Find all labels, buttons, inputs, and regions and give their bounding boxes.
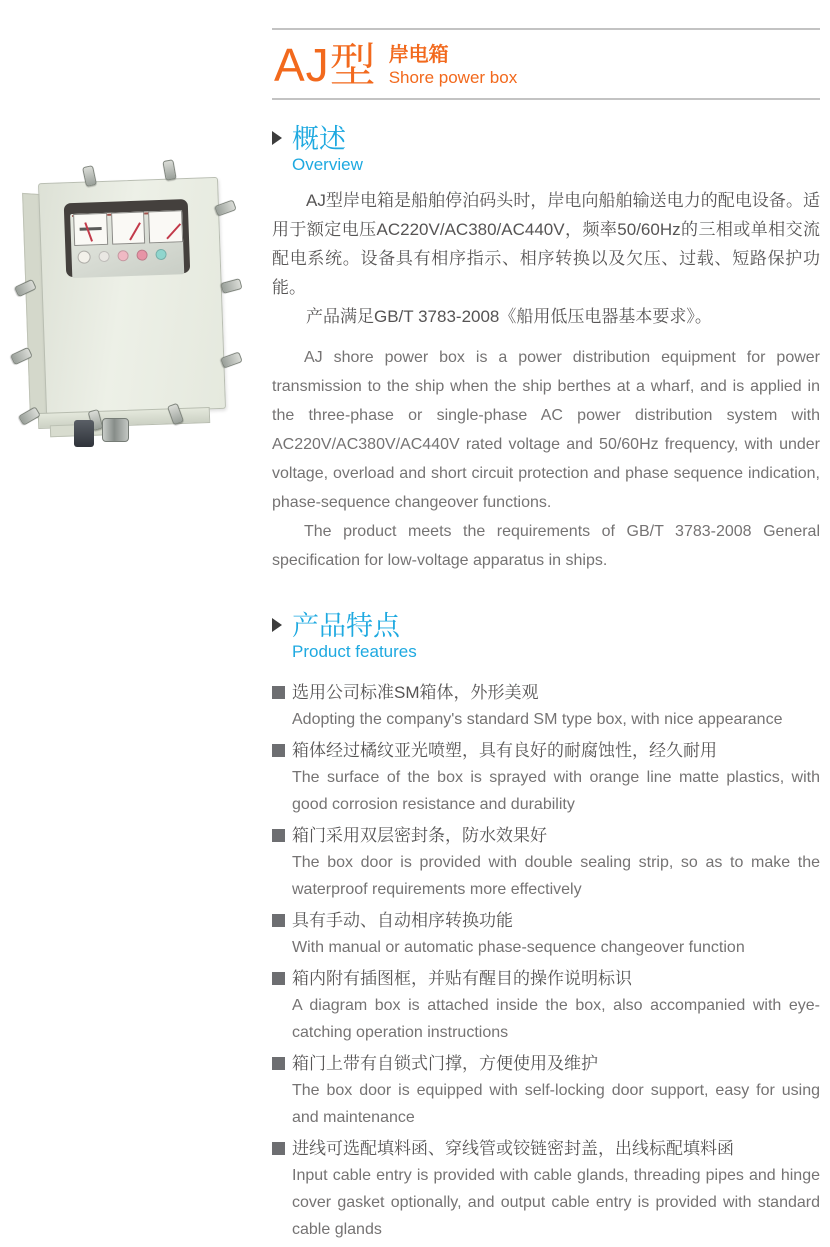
page-title: [272, 30, 820, 98]
feature-description-en: A diagram box is attached inside the box, also accompanied with eye-catching operation instructions: [292, 997, 820, 1041]
feature-title-cn: 箱门采用双层密封条，防水效果好: [292, 826, 547, 845]
title-divider: [272, 98, 820, 100]
product-photo: [12, 158, 262, 458]
product-name-en: Shore power box: [388, 67, 518, 87]
overview-heading-en: Overview: [292, 155, 363, 174]
meter-needle: [129, 222, 141, 240]
indicator-light: [77, 250, 90, 263]
meter-window: [64, 199, 191, 277]
feature-title-cn: 选用公司标准SM箱体，外形美观: [292, 683, 539, 702]
indicator-light: [136, 249, 147, 260]
triangle-right-icon: [272, 131, 282, 145]
content-column: [272, 0, 820, 1247]
feature-title-row: [272, 822, 820, 849]
overview-paragraphs-en: [272, 343, 820, 575]
feature-title-cn: 箱内附有插图框，并贴有醒目的操作说明标识: [292, 969, 632, 988]
indicator-light: [117, 250, 128, 261]
feature-description-en: With manual or automatic phase-sequence changeover function: [292, 939, 745, 956]
paragraph-cn: 产品满足GB/T 3783-2008《船用低压电器基本要求》。: [306, 307, 712, 326]
square-bullet-icon: [272, 914, 285, 927]
meter-needle: [84, 222, 93, 241]
indicator-light: [98, 251, 109, 262]
paragraph-cn: AJ型岸电箱是船舶停泊码头时，岸电向船舶输送电力的配电设备。适用于额定电压AC220V/AC380/AC440V，频率50/60Hz的三相或单相交流配电系统。设备具有相序指示、相序转换以及欠压、过载、短路保护功能。: [272, 191, 820, 297]
feature-title-row: [272, 1135, 820, 1162]
analog-meter: [73, 213, 108, 246]
analog-meter: [148, 210, 183, 243]
square-bullet-icon: [272, 744, 285, 757]
feature-title-cn: 箱体经过橘纹亚光喷塑，具有良好的耐腐蚀性，经久耐用: [292, 741, 717, 760]
feature-description-en: The box door is equipped with self-locking door support, easy for using and maintenance: [292, 1082, 820, 1126]
latch: [220, 278, 242, 294]
features-heading-cn: 产品特点: [292, 611, 400, 641]
features-section-header: [272, 611, 820, 663]
overview-heading-cn: 概述: [292, 124, 346, 154]
feature-item: [272, 737, 820, 818]
indicator-light: [155, 249, 166, 260]
paragraph-en: The product meets the requirements of GB/T 3783-2008 General specification for low-voltage apparatus in ships.: [272, 523, 820, 569]
feature-title-cn: 箱门上带有自锁式门撑，方便使用及维护: [292, 1054, 598, 1073]
feature-description-en: The box door is provided with double sealing strip, so as to make the waterproof requirements more effectively: [292, 854, 820, 898]
square-bullet-icon: [272, 1142, 285, 1155]
paragraph-en: AJ shore power box is a power distribution equipment for power transmission to the ship when the ship berthes at a wharf, and is applied in the three-phase or single-phase AC power distribution system with AC220V/AC380V/AC440V rated voltage and 50/60Hz frequency, with under voltage, overload and short circuit protection and phase sequence indication, phase-sequence changeover functions.: [272, 349, 820, 511]
square-bullet-icon: [272, 829, 285, 842]
latch: [162, 159, 176, 181]
square-bullet-icon: [272, 686, 285, 699]
product-name: [389, 43, 518, 88]
feature-item: [272, 907, 820, 961]
feature-title-row: [272, 907, 820, 934]
features-list: [272, 679, 820, 1243]
analog-meter: [111, 212, 146, 245]
feature-description-en: Input cable entry is provided with cable glands, threading pipes and hinge cover gasket optionally, and output cable entry is provided with standard cable glands: [292, 1167, 820, 1238]
features-heading: [292, 611, 417, 663]
feature-item: [272, 822, 820, 903]
overview-heading: [292, 124, 363, 176]
feature-title-cn: 进线可选配填料函、穿线管或铰链密封盖，出线标配填料函: [292, 1139, 734, 1158]
feature-item: [272, 679, 820, 733]
cable-gland: [74, 420, 94, 447]
overview-section-header: [272, 124, 820, 176]
box-front-panel: [38, 177, 226, 415]
features-heading-en: Product features: [292, 642, 417, 661]
feature-title-row: [272, 965, 820, 992]
meter-scale: [80, 227, 102, 231]
feature-description-en: The surface of the box is sprayed with orange line matte plastics, with good corrosion resistance and durability: [292, 769, 820, 813]
feature-title-row: [272, 1050, 820, 1077]
feature-title-cn: 具有手动、自动相序转换功能: [292, 911, 513, 930]
indicator-light-row: [77, 247, 183, 264]
feature-description-en: Adopting the company's standard SM type box, with nice appearance: [292, 711, 783, 728]
product-name-cn: 岸电箱: [388, 43, 449, 66]
cable-gland: [102, 418, 129, 442]
model-name: AJ型: [274, 39, 377, 91]
triangle-right-icon: [272, 618, 282, 632]
feature-item: [272, 1135, 820, 1243]
meter-needle: [166, 223, 181, 239]
meter-window-glass: [70, 210, 184, 278]
meter-row: [73, 210, 183, 246]
feature-title-row: [272, 679, 820, 706]
overview-paragraphs-cn: [272, 186, 820, 331]
square-bullet-icon: [272, 1057, 285, 1070]
square-bullet-icon: [272, 972, 285, 985]
feature-title-row: [272, 737, 820, 764]
feature-item: [272, 1050, 820, 1131]
feature-item: [272, 965, 820, 1046]
